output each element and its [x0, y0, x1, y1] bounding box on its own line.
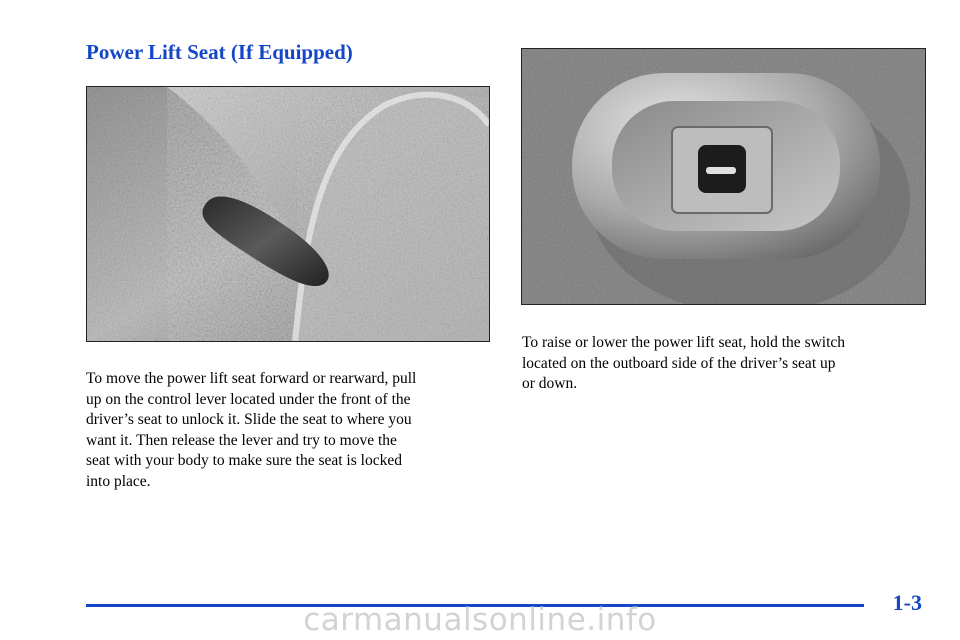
page-title: Power Lift Seat (If Equipped) — [86, 40, 353, 64]
watermark: carmanualsonline.info — [303, 602, 657, 638]
seat-switch-photo — [521, 48, 926, 305]
switch-instructions: To raise or lower the power lift seat, hold the switch located on the outboard side of the driver’s seat up or down. — [522, 334, 846, 392]
lever-instructions: To move the power lift seat forward or rearward, pull up on the control lever located under the front of the driver’s seat to unlock it. Slide the seat to where you want it. Then release the lever and try to move the seat with your body to make sure the seat is locked into place. — [86, 370, 417, 490]
seat-lever-photo — [86, 86, 490, 342]
page-number: 1-3 — [892, 590, 922, 615]
